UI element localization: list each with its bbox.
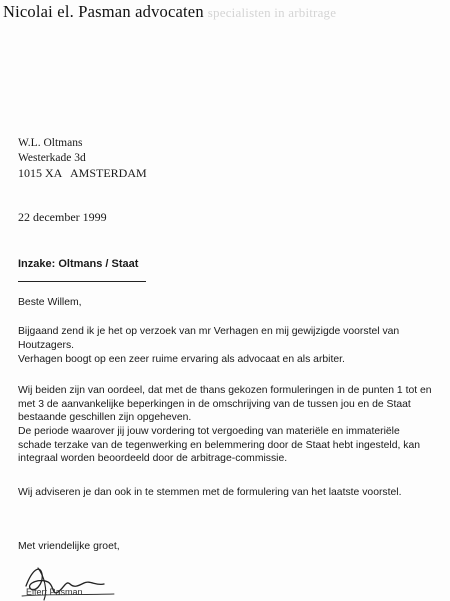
closing: Met vriendelijke groet, <box>18 541 120 552</box>
subject-underline <box>18 281 146 282</box>
paragraph-3: Wij beiden zijn van oordeel, dat met de thans gekozen formuleringen in de punten 1 tot en met 3 de aanvankelijke beperkingen in de omschrijving van de tussen jou en de Staat bestaande geschillen zijn opgeheven. <box>18 385 432 424</box>
subject-line: Inzake: Oltmans / Staat <box>18 258 139 270</box>
letterhead <box>3 2 336 22</box>
salutation: Beste Willem, <box>18 297 82 308</box>
letterhead-faded-text: specialisten in arbitrage <box>207 5 337 20</box>
recipient-city: 1015 XA AMSTERDAM <box>18 166 147 180</box>
recipient-street: Westerkade 3d <box>18 152 86 164</box>
recipient-name: W.L. Oltmans <box>18 137 83 149</box>
signature-name: Elfert Pasman <box>26 587 83 597</box>
paragraph-4: De periode waarover jij jouw vordering tot vergoeding van materiële en immateriële schade terzake van de tegenwerking en belemmering door de Staat hebt ingesteld, kan integraal worden beoordeeld door de arbitrage-commissie. <box>18 426 421 465</box>
paragraph-1: Bijgaand zend ik je het op verzoek van mr Verhagen en mij gewijzigde voorstel van Houtzagers. <box>18 326 400 351</box>
firm-name: Nicolai el. Pasman advocaten <box>3 2 204 21</box>
letter-date: 22 december 1999 <box>18 210 107 224</box>
signature-block <box>18 556 128 601</box>
recipient-address <box>18 136 147 181</box>
paragraph-5: Wij adviseren je dan ook in te stemmen met de formulering van het laatste voorstel. <box>18 487 402 498</box>
paragraph-2: Verhagen boogt op een zeer ruime ervaring als advocaat en als arbiter. <box>18 354 345 365</box>
